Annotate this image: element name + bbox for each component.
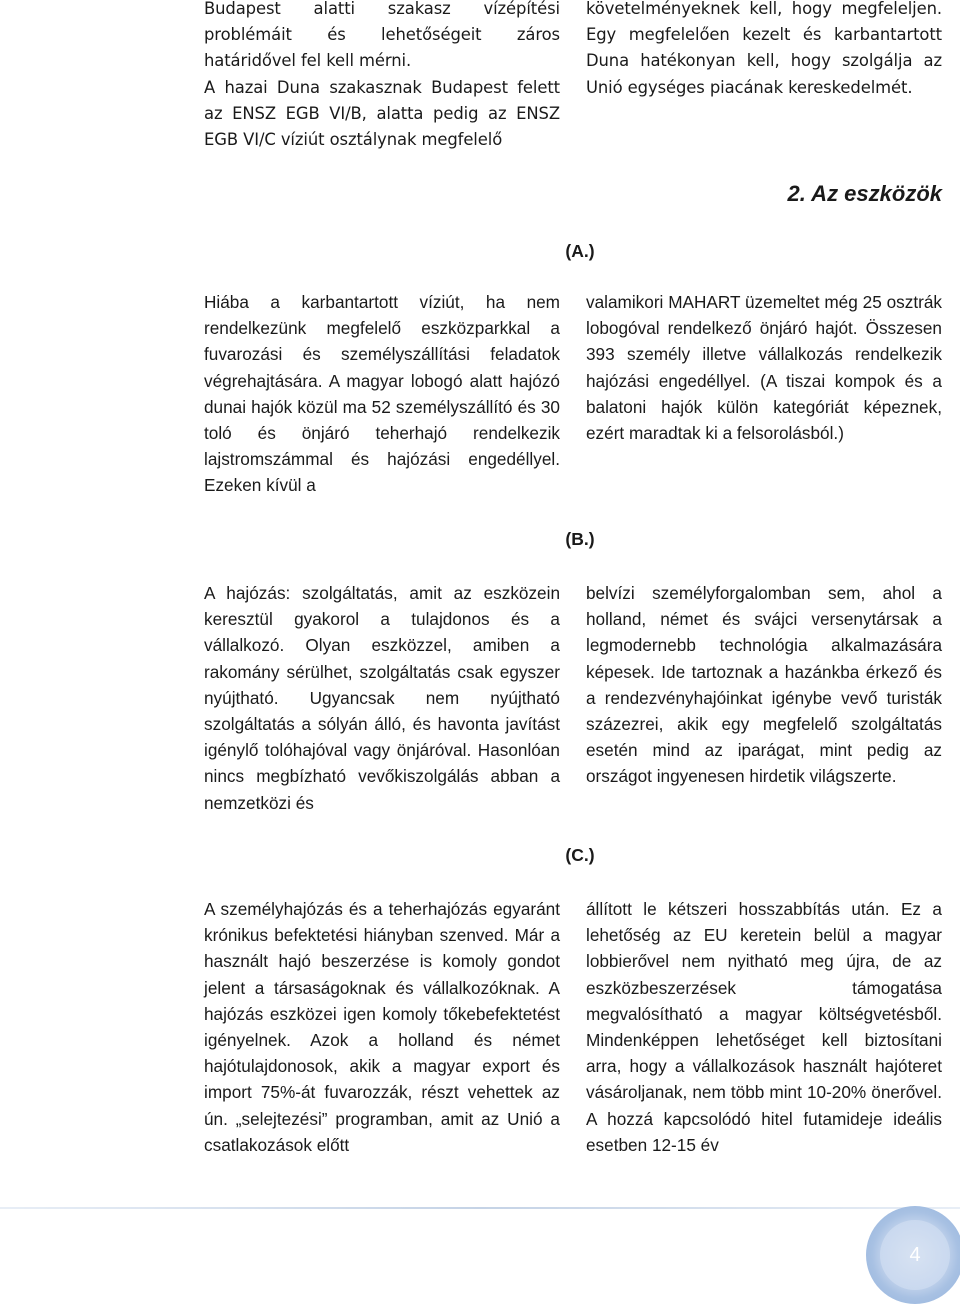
intro-paragraph-2: A hazai Duna szakasznak Budapest felett az ENSZ EGB VI/B, alatta pedig az ENSZ EGB VI/C víziút osztálynak megfelelő — [204, 77, 560, 150]
intro-paragraph-1: Budapest alatti szakasz vízépítési problémáit és lehetőségeit záros határidővel fel kell mérni. — [204, 0, 560, 71]
intro-left-column — [204, 0, 560, 153]
block-c-right-text: állított le kétszeri hosszabbítás után. Ez a lehetőség az EU keretein belül a magyar lobbierővel nem nyitható meg újra, de az eszközbeszerzések támogatása megvalósítható a magyar költségvetésből. Mindenképpen lehetőséget kell biztosítani arra, hogy a vállalkozások használt hajóteret vásároljanak, nem több mint 10-20% önerővel. A hozzá kapcsolódó hitel futamideje ideális esetben 12-15 év — [586, 899, 942, 1155]
page-number-badge — [866, 1206, 960, 1304]
block-b-right-text: belvízi személyforgalomban sem, ahol a holland, német és svájci versenytársak a legmodernebb technológia alkalmazására képesek. Ide tartoznak a hazánkba érkező és a rendezvényhajóinkat igénybe vevő turisták százezrei, akik egy megfelelő szolgáltatás esetén mind az iparágat, mint pedig az országot ingyenesen hirdetik világszerte. — [586, 583, 942, 787]
block-b-left-column — [204, 580, 560, 816]
block-a-left-text: Hiába a karbantartott víziút, ha nem rendelkezünk megfelelő eszközparkkal a fuvarozási és személyszállítási feladatok végrehajtására. A magyar lobogó alatt hajózó dunai hajók közül ma 52 személyszállító és 30 toló és önjáró teherhajó rendelkezik lajstromszámmal és hajózási engedéllyel. Ezeken kívül a — [204, 292, 560, 496]
block-a-right-text: valamikori MAHART üzemeltet még 25 osztrák lobogóval rendelkező önjáró hajót. Összesen 393 személy illetve vállalkozás rendelkezik hajózási engedéllyel. (A tiszai kompok és a balatoni hajók külön kategóriát képeznek, ezért maradtak ki a felsorolásból.) — [586, 292, 942, 444]
block-c-marker: (C.) — [565, 845, 595, 865]
block-a-marker: (A.) — [565, 241, 595, 261]
block-b-left-text: A hajózás: szolgáltatás, amit az eszközein keresztül gyakorol a tulajdonos és a vállalkozó. Olyan eszközzel, amiben a rakomány sérülhet, szolgáltatás csak egyszer nyújtható. Ugyancsak nem nyújtható szolgáltatás a sólyán álló, és havonta javítást igénylő tolóhajóval vagy önjáróval. Hasonlóan nincs megbízható vevőkiszolgálás abban a nemzetközi és — [204, 583, 560, 813]
footer-divider — [0, 1207, 960, 1209]
section-heading: 2. Az eszközök — [787, 181, 942, 206]
block-b-marker: (B.) — [565, 529, 595, 549]
page-number: 4 — [909, 1243, 921, 1266]
block-a-right-column — [586, 289, 942, 446]
block-c-left-column — [204, 896, 560, 1158]
intro-right-column — [586, 0, 942, 101]
page-number-badge-inner — [880, 1220, 950, 1290]
block-b-right-column — [586, 580, 942, 790]
block-c-right-column — [586, 896, 942, 1158]
intro-paragraph-3: követelményeknek kell, hogy megfeleljen. Egy megfelelően kezelt és karbantartott Duna hatékonyan kell, hogy szolgálja az Unió egységes piacának kereskedelmét. — [586, 0, 942, 97]
block-a-left-column — [204, 289, 560, 499]
block-c-left-text: A személyhajózás és a teherhajózás egyaránt krónikus befektetési hiányban szenved. Már a használt hajó beszerzése is komoly gondot jelent a társaságoknak és vállalkozóknak. A hajózás eszközei igen komoly tőkebefektetést igényelnek. Azok a holland és német hajótulajdonosok, akik a magyar export és import 75%-át fuvarozzák, részt vehettek az ún. „selejtezési” programban, amit az Unió a csatlakozások előtt — [204, 899, 560, 1155]
